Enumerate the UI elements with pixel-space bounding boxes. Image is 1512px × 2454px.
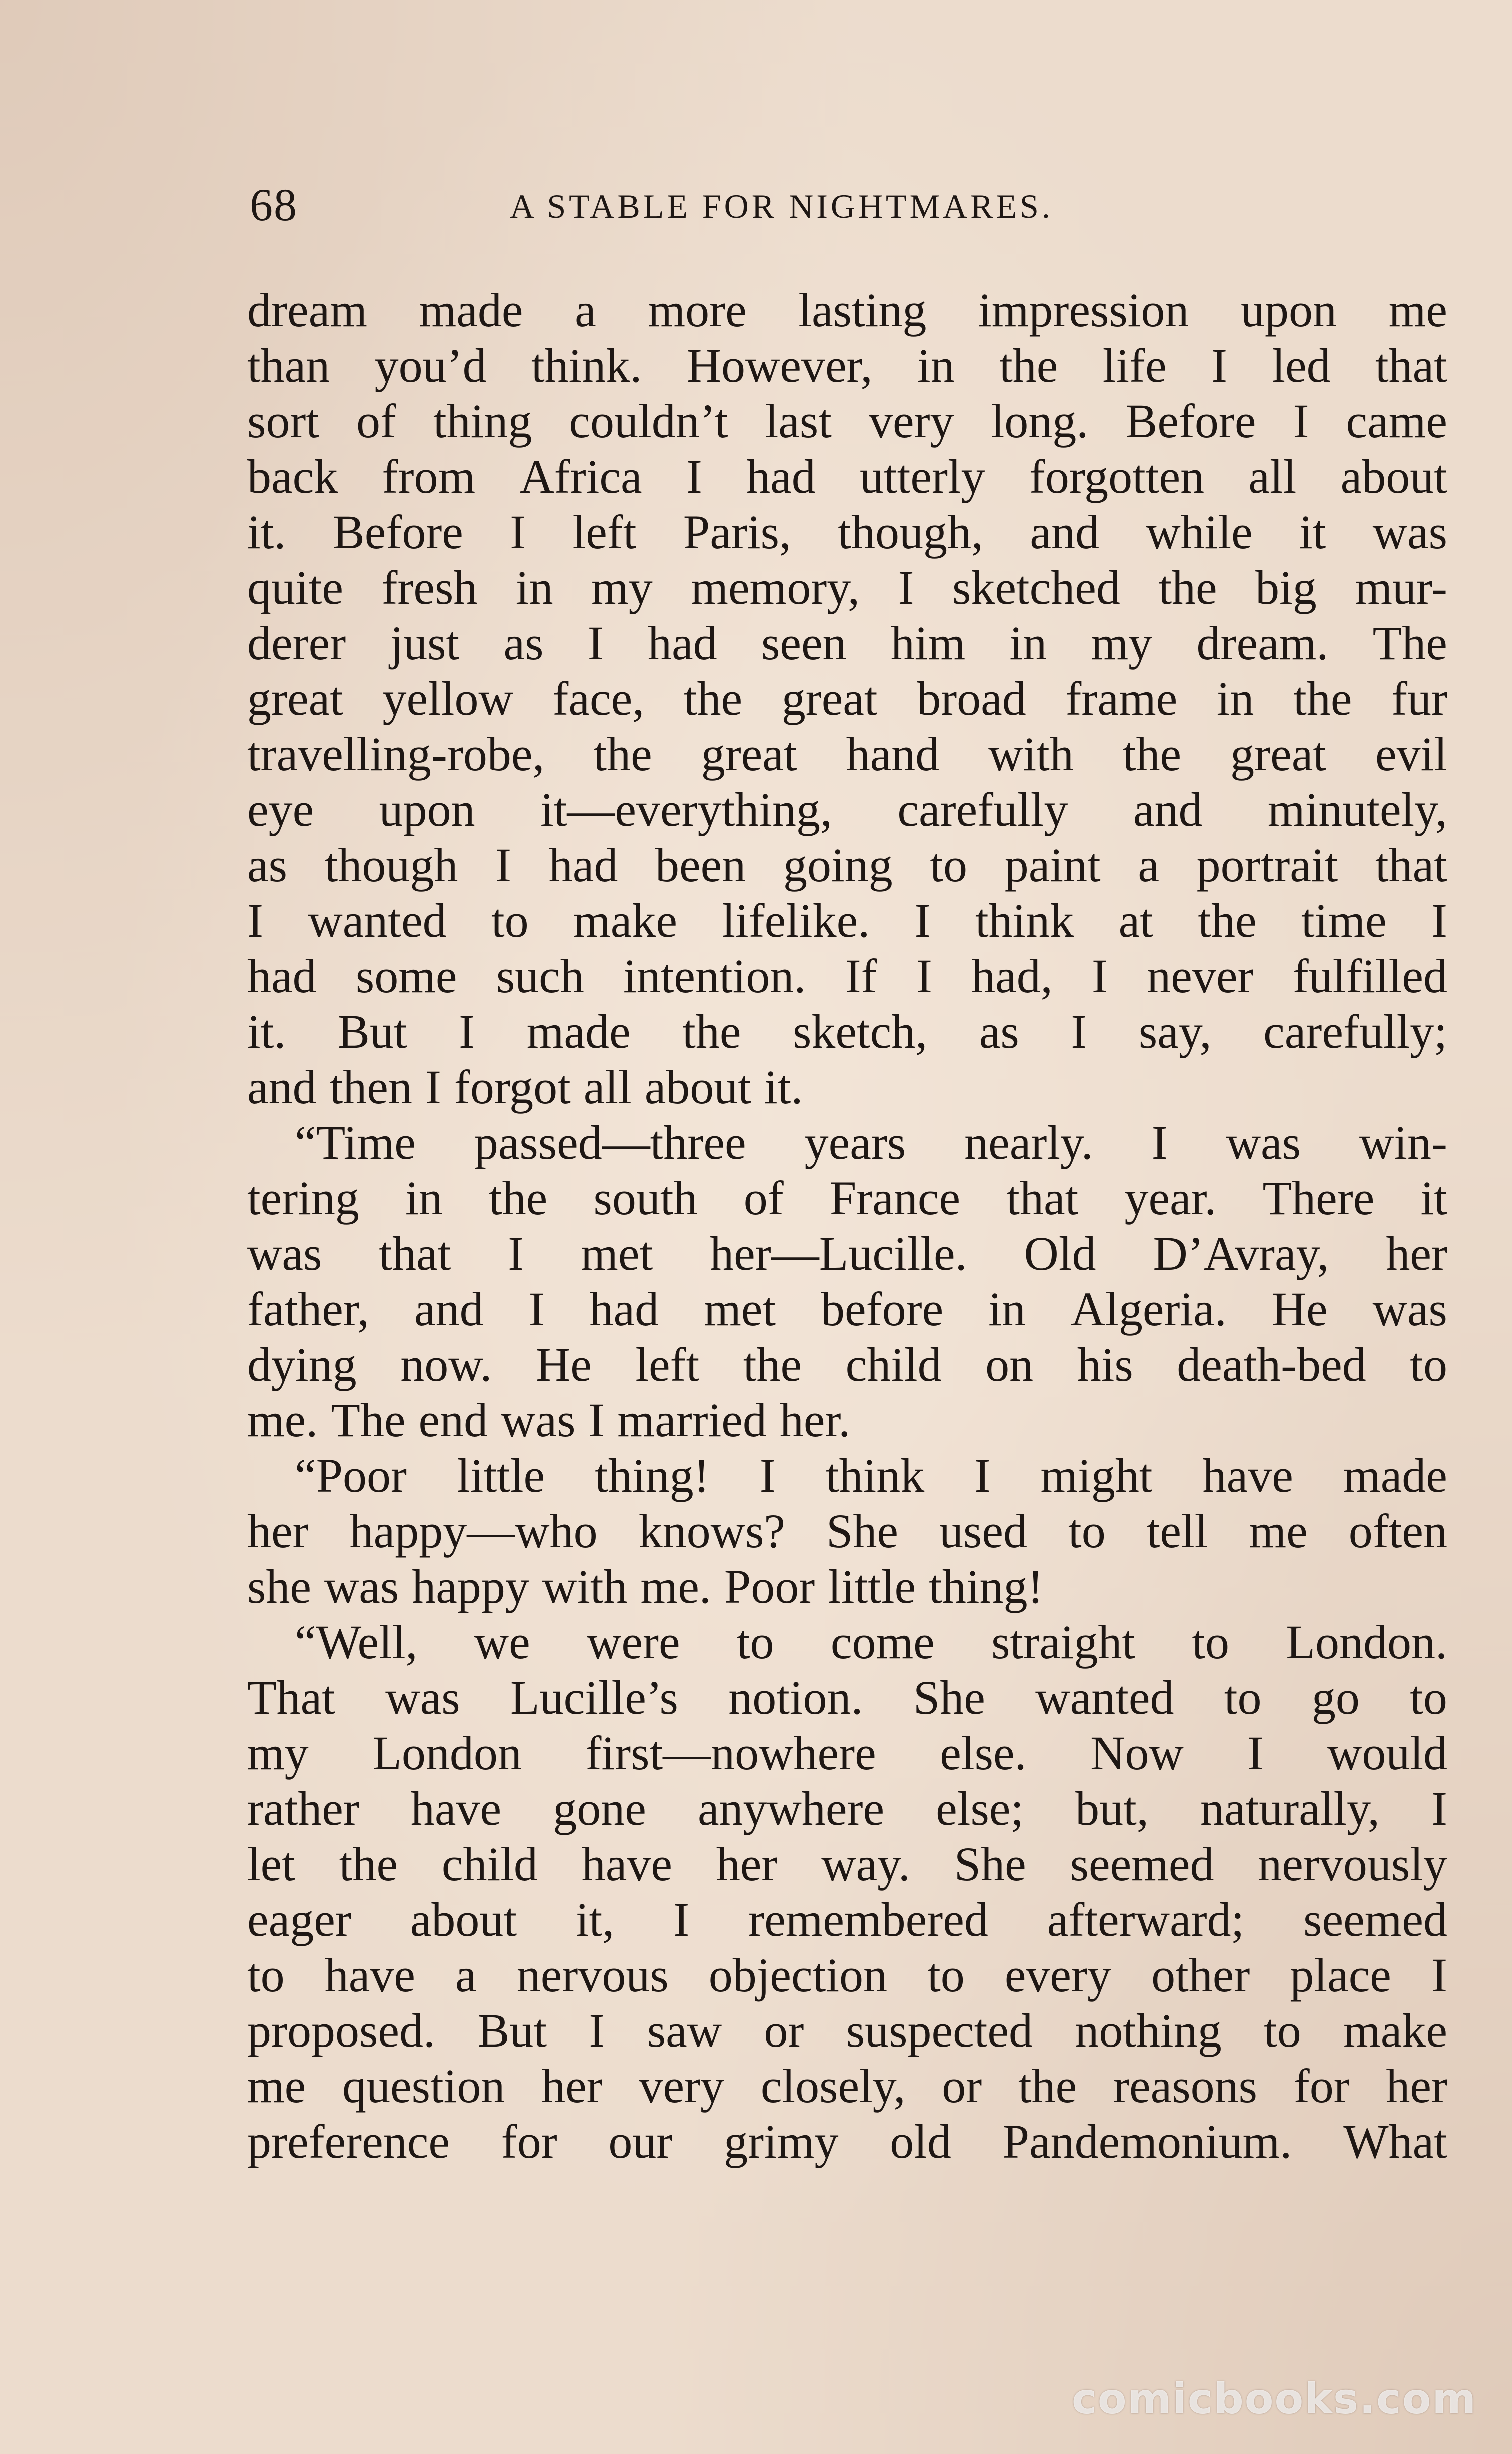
text-line: tering in the south of France that year. There it — [248, 1172, 1448, 1225]
text-line: proposed. But I saw or suspected nothing to make — [248, 2004, 1448, 2058]
text-line: it. But I made the sketch, as I say, carefully; — [248, 1005, 1448, 1058]
text-line: quite fresh in my memory, I sketched the big mur- — [248, 561, 1448, 614]
text-line: preference for our grimy old Pandemonium. What — [248, 2115, 1448, 2168]
text-line: was that I met her—Lucille. Old D’Avray, her — [248, 1227, 1448, 1280]
text-line: dying now. He left the child on his death-bed to — [248, 1338, 1448, 1392]
watermark: comicbooks.com — [1072, 2374, 1477, 2424]
page-number: 68 — [250, 180, 298, 230]
text-line: That was Lucille’s notion. She wanted to go to — [248, 1671, 1448, 1724]
text-line: sort of thing couldn’t last very long. Before I came — [248, 394, 1448, 448]
text-line: and then I forgot all about it. — [248, 1060, 804, 1114]
text-line: me. The end was I married her. — [248, 1394, 851, 1447]
text-line: as though I had been going to paint a portrait that — [248, 838, 1448, 892]
text-line: to have a nervous objection to every other place I — [248, 1948, 1448, 2002]
text-line: let the child have her way. She seemed nervously — [248, 1838, 1448, 1891]
text-line: “Poor little thing! I think I might have made — [295, 1449, 1448, 1502]
text-line: me question her very closely, or the reasons for her — [248, 2060, 1448, 2113]
running-head — [250, 175, 1450, 235]
text-line: “Well, we were to come straight to London. — [295, 1616, 1448, 1669]
text-line: eye upon it—everything, carefully and minutely, — [248, 783, 1448, 836]
text-line: eager about it, I remembered afterward; seemed — [248, 1893, 1448, 1946]
text-line: father, and I had met before in Algeria. He was — [248, 1282, 1448, 1336]
text-line: great yellow face, the great broad frame in the fur — [248, 672, 1448, 726]
text-line: it. Before I left Paris, though, and while it was — [248, 506, 1448, 559]
text-line: than you’d think. However, in the life I led that — [248, 339, 1448, 392]
running-title: A STABLE FOR NIGHTMARES. — [510, 188, 1054, 226]
text-line: she was happy with me. Poor little thing! — [248, 1560, 1044, 1614]
text-line: dream made a more lasting impression upon me — [248, 284, 1448, 337]
text-line: my London first—nowhere else. Now I would — [248, 1726, 1448, 1780]
text-line: back from Africa I had utterly forgotten all about — [248, 450, 1448, 504]
text-line: had some such intention. If I had, I never fulfilled — [248, 950, 1448, 1003]
text-line: “Time passed—three years nearly. I was win- — [295, 1116, 1448, 1170]
body-text — [248, 282, 1448, 2170]
text-line: rather have gone anywhere else; but, naturally, I — [248, 1782, 1448, 1836]
text-line: derer just as I had seen him in my dream. The — [248, 616, 1448, 670]
text-line: travelling-robe, the great hand with the great evil — [248, 728, 1448, 781]
text-line: I wanted to make lifelike. I think at the time I — [248, 894, 1448, 948]
text-line: her happy—who knows? She used to tell me often — [248, 1504, 1448, 1558]
